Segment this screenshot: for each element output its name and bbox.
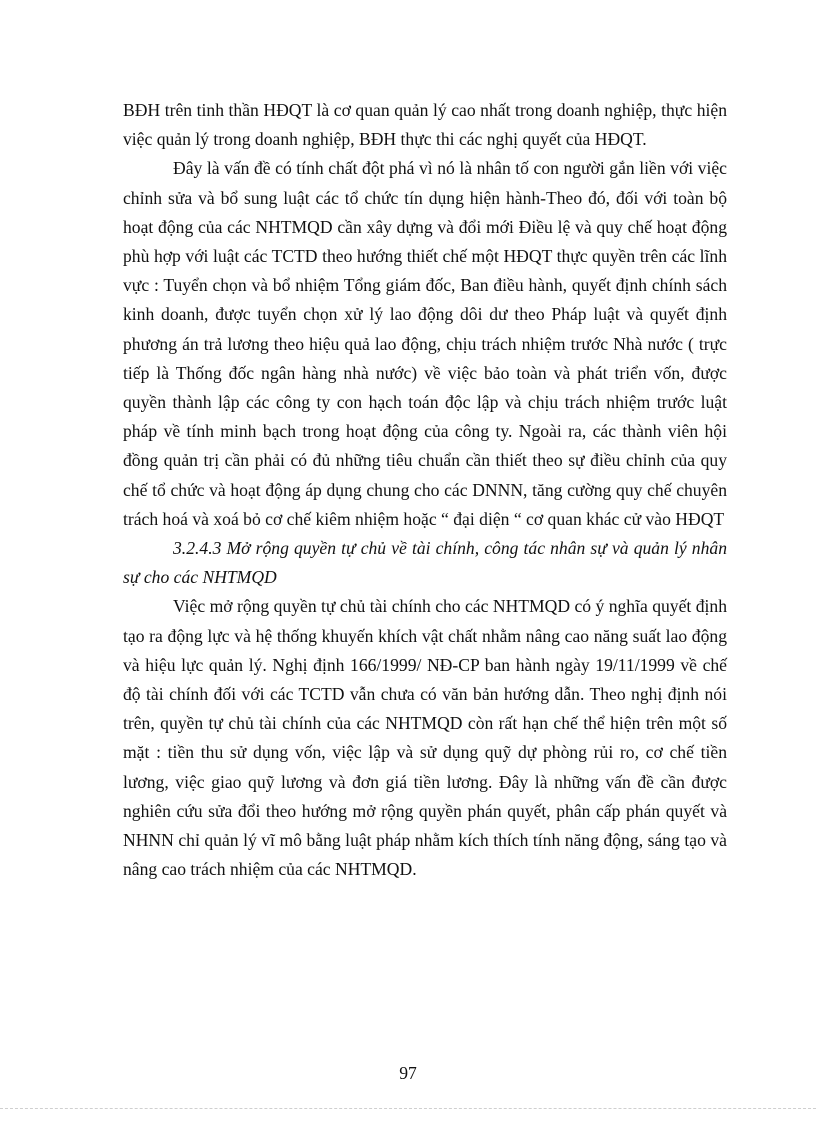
page-number: 97 [399,1063,417,1083]
document-body [123,96,727,884]
paragraph-financial-autonomy: Việc mở rộng quyền tự chủ tài chính cho các NHTMQD có ý nghĩa quyết định tạo ra động lực và hệ thống khuyến khích vật chất nhằm nâng cao năng suất lao động và hiệu lực quản lý. Nghị định 166/1999/ NĐ-CP ban hành ngày 19/11/1999 về chế độ tài chính đối với các TCTD vẫn chưa có văn bản hướng dẫn. Theo nghị định nói trên, quyền tự chủ tài chính của các NHTMQD còn rất hạn chế thể hiện trên một số mặt : tiền thu sử dụng vốn, việc lập và sử dụng quỹ dự phòng rủi ro, cơ chế tiền lương, việc giao quỹ lương và đơn giá tiền lương. Đây là những vấn đề cần được nghiên cứu sửa đổi theo hướng mở rộng quyền phán quyết, phân cấp phán quyết và NHNN chỉ quản lý vĩ mô bằng luật pháp nhằm kích thích tính năng động, sáng tạo và nâng cao trách nhiệm của các NHTMQD. [123,596,727,880]
paragraph-hdqt-reform: Đây là vấn đề có tính chất đột phá vì nó là nhân tố con người gắn liền với việc chỉnh sửa và bổ sung luật các tổ chức tín dụng hiện hành-Theo đó, đối với toàn bộ hoạt động của các NHTMQD cần xây dựng và đổi mới Điều lệ và quy chế hoạt động phù hợp với luật các TCTD theo hướng thiết chế một HĐQT thực quyền trên các lĩnh vực : Tuyển chọn và bổ nhiệm Tổng giám đốc, Ban điều hành, quyết định chính sách kinh doanh, được tuyển chọn xử lý lao động dôi dư theo Pháp luật và quyết định phương án trả lương theo hiệu quả lao động, chịu trách nhiệm trước Nhà nước ( trực tiếp là Thống đốc ngân hàng nhà nước) về việc bảo toàn và phát triển vốn, được quyền thành lập các công ty con hạch toán độc lập và chịu trách nhiệm trước luật pháp về tính minh bạch trong hoạt động của công ty. Ngoài ra, các thành viên hội đồng quản trị cần phải có đủ những tiêu chuẩn cần thiết theo sự điều chỉnh của quy chế tổ chức và hoạt động áp dụng chung cho các DNNN, tăng cường quy chế chuyên trách hoá và xoá bỏ cơ chế kiêm nhiệm hoặc “ đại diện “ cơ quan khác cử vào HĐQT [123,158,727,529]
paragraph-continuation: BĐH trên tinh thần HĐQT là cơ quan quản lý cao nhất trong doanh nghiệp, thực hiện việc quản lý trong doanh nghiệp, BĐH thực thi các nghị quyết của HĐQT. [123,100,727,150]
section-heading: 3.2.4.3 Mở rộng quyền tự chủ về tài chính, công tác nhân sự và quản lý nhân sự cho các NHTMQD [123,538,727,588]
